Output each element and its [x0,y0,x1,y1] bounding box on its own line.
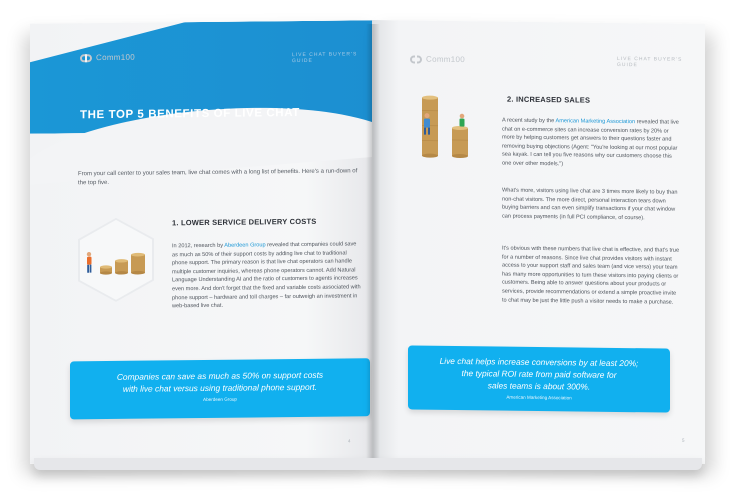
logo-text: Comm100 [96,52,136,63]
body-text-part: revealed that companies could save as much as 50% of their support costs by adding live chat to traditional phone support. The primary reason is that live chat operators can handle multiple customer inquiries, whereas phone operators cannot. Add Natural Language Understanding AI and the ratio of customers to agents increases even more. And don't forget that the fixed and variable costs associated with phone support – hardware and toll charges – far outweigh an investment in web-based live chat. [172,241,361,310]
section-heading: 1. LOWER SERVICE DELIVERY COSTS [172,216,317,228]
section-paragraph-2: What's more, visitors using live chat are 3 times more likely to buy than non-chat visitors. The more direct, personal interaction tears down buying barriers and can even simplify transactions if your chat window can process payments (in full PCI compliance, of course). [502,187,678,222]
quote-line: Companies can save as much as 50% on support costs [116,369,324,382]
callout-source: Aberdeen Group [203,396,237,402]
section-body [172,240,362,311]
body-text-part: In 2012, research by [172,242,225,250]
quote-line: sales teams is about 300%. [487,380,591,392]
section-paragraph-1 [502,117,680,171]
coin-tower-short [452,126,468,158]
quote-line: with live chat versus using traditional phone support. [122,381,318,394]
coin-towers-illustration [412,75,488,166]
coin-stacks-illustration [80,232,160,283]
quote-line: the typical ROI rate from paid software for [461,368,617,380]
logo [410,54,465,64]
page-stack-edge [34,458,702,470]
person-icon [87,252,92,273]
callout-quote [70,358,370,395]
page-number: 4 [348,438,351,444]
body-text-part: revealed that live chat on e-commerce sites can increase conversion rates by 20% or more by helping customers get answers to their questions faster and removing buying objections (Agent: "You're looking at our most popular sea kayak. I can tell you five reasons why our customers choose this one over other models.") [502,119,679,168]
logo-icon [410,55,422,63]
page-number: 5 [682,437,685,443]
logo-icon [80,54,92,62]
section-paragraph-3: It's obvious with these numbers that live chat is effective, and that's true for a number of reasons. Since live chat provides visitors with instant access to your support staff and sales team (and vice versa) your team has many more opportunities to turn these visitors into paying clients or customers. Being able to answer questions about your products or services, provide recommendations or extend a simple proactive invite to chat may be just the little push a visitor needs to make a purchase. [502,245,680,306]
right-page [372,20,705,464]
coin-stack-small [100,265,112,274]
logo [80,53,135,63]
left-page [30,20,375,464]
aberdeen-group-link[interactable]: Aberdeen Group [224,242,266,249]
standing-person-icon [460,114,465,127]
coin-stack-medium [115,259,128,275]
callout-box [70,358,370,419]
section-heading: 2. INCREASED SALES [507,94,591,105]
guide-label: LIVE CHAT BUYER'S GUIDE [617,55,683,69]
guide-label: LIVE CHAT BUYER'S GUIDE [292,51,358,65]
logo-text: Comm100 [426,54,466,65]
coin-stack-large [131,253,145,275]
callout-source: American Marketing Association [506,394,572,401]
ama-link[interactable]: American Marketing Association [555,118,636,126]
callout-quote [408,345,670,393]
intro-text: From your call center to your sales team, live chat comes with a long list of benefits. Here's a run-down of the top five. [78,168,358,187]
callout-box [408,345,670,412]
page-title: THE TOP 5 BENEFITS OF LIVE CHAT [80,106,300,122]
body-text-part: A recent study by the [502,117,556,125]
quote-line: Live chat helps increase conversions by at least 20%; [439,355,639,369]
